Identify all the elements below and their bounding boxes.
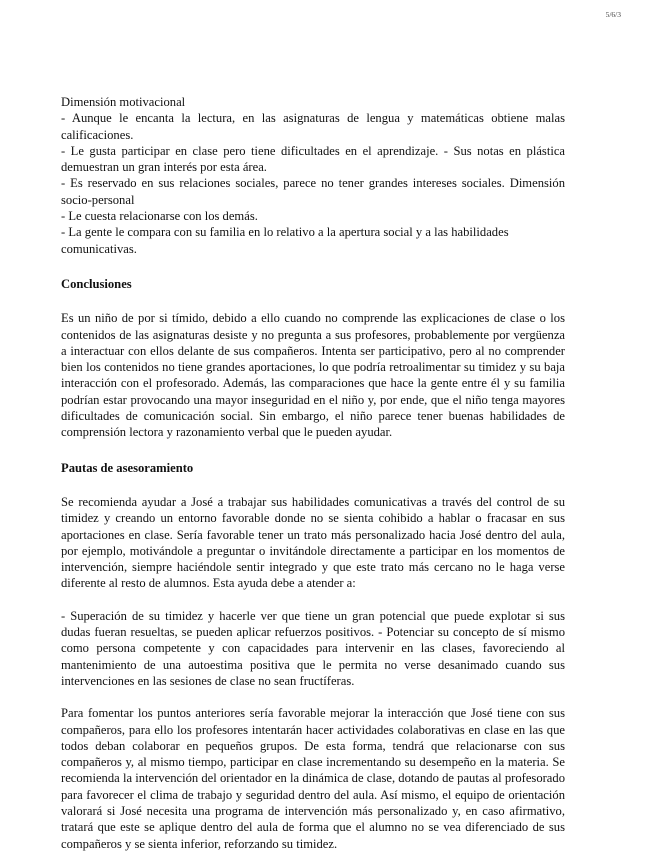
motivational-item: - Es reservado en sus relaciones sociales, parece no tener grandes intereses sociales. Dimensión socio-personal — [61, 176, 565, 207]
guidelines-paragraph-2: - Superación de su timidez y hacerle ver que tiene un gran potencial que puede explotar si sus dudas fueran resueltas, se pueden aplicar refuerzos positivos. - Potenciar su concepto de sí mismo como persona competente y con capacidades para intervenir en las clases, favoreciendo al mantenimiento de una autoestima positiva que le permita no verse desanimado cuando sus intervenciones en las sesiones de clase no sean fructíferas. — [61, 608, 565, 688]
socio-personal-item: - La gente le compara con su familia en lo relativo a la apertura social y a las habilidades comunicativas. — [61, 225, 509, 256]
guidelines-paragraph-3: Para fomentar los puntos anteriores sería favorable mejorar la interacción que José tiene con sus compañeros, para ello los profesores intentarán hacer actividades colaborativas en clase en las que todos deban colaborar en pequeños grupos. De esta forma, tendrá que relacionarse con sus compañeros y, al mismo tiempo, participar en clase incrementando su desempeño en la materia. Se recomienda la intervención del orientador en la dinámica de clase, dotando de pautas al profesorado para favorecer el clima de trabajo y seguridad dentro del aula. Así mismo, el equipo de orientación valorará si José necesita una programa de intervención más personalizado y, en caso afirmativo, tratará que este se aplique dentro del aula de forma que el alumno no se vea diferenciado de sus compañeros y se sienta inferior, reforzando su timidez. — [61, 706, 565, 851]
conclusions-paragraph: Es un niño de por si tímido, debido a ello cuando no comprende las explicaciones de clase o los contenidos de las asignaturas desiste y no pregunta a sus profesores, probablemente por vergüenza a interactuar con ellos delante de sus compañeros. Intenta ser participativo, pero al no comprender bien los contenidos no tiene grandes aportaciones, lo que podría retroalimentar su timidez y su baja interacción con el profesorado. Además, las comparaciones que hace la gente entre él y su familia podrían estar provocando una mayor inseguridad en el niño y, por ende, que el niño tenga mayores dificultades de comunicación social. Sin embargo, el niño parece tener buenas habilidades de comprensión lectora y razonamiento verbal que le pueden ayudar. — [61, 311, 565, 440]
conclusions-heading: Conclusiones — [61, 276, 132, 291]
motivational-item: - Aunque le encanta la lectura, en las asignaturas de lengua y matemáticas obtiene malas calificaciones. — [61, 111, 565, 142]
guidelines-paragraph-1: Se recomienda ayudar a José a trabajar sus habilidades comunicativas a través del control de su timidez y creando un entorno favorable donde no se sienta cohibido a hablar o fracasar en sus aportaciones en clase. Sería favorable tener un trato más personalizado hacia José dentro del aula, por ejemplo, motivándole a preguntar o invitándole directamente a participar en los momentos de intervención, siempre haciéndole sentir integrado y que este trato más cercano no le haga verse diferente al resto de alumnos. Esta ayuda debe a atender a: — [61, 494, 565, 591]
socio-personal-item: - Le cuesta relacionarse con los demás. — [61, 209, 258, 224]
document-body — [61, 94, 565, 852]
motivational-item: - Le gusta participar en clase pero tiene dificultades en el aprendizaje. - Sus notas en plástica demuestran un gran interés por esta área. — [61, 143, 565, 175]
motivational-dimension-title: Dimensión motivacional — [61, 95, 186, 109]
page-number: 5/6/3 — [605, 10, 621, 19]
guidelines-heading: Pautas de asesoramiento — [61, 460, 194, 475]
